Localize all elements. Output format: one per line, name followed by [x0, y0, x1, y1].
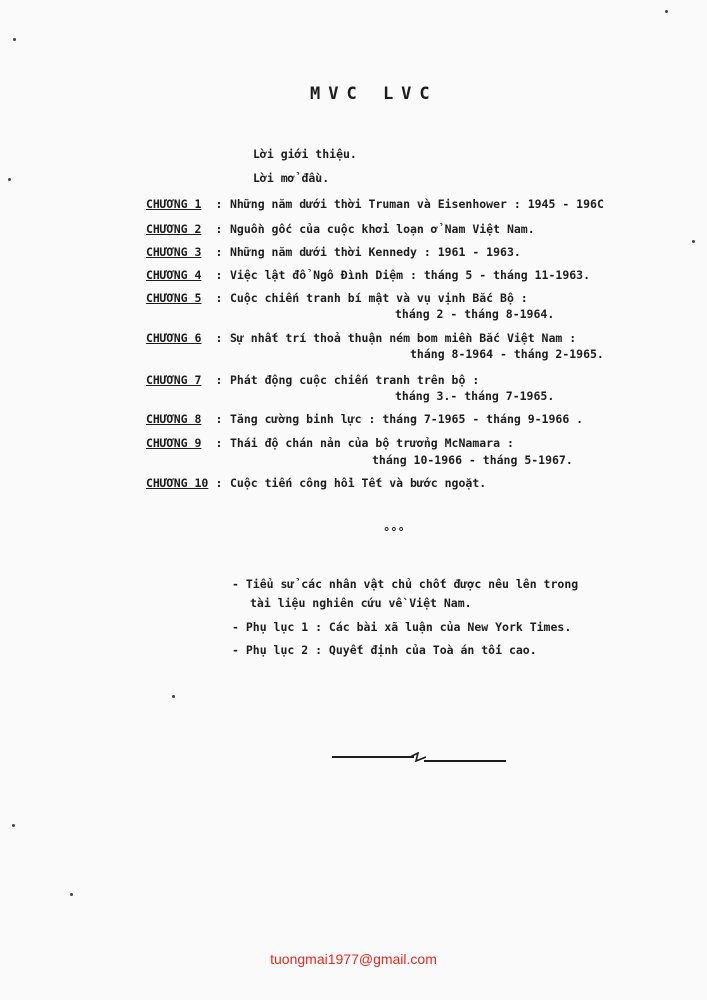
intro-line: Lời giới thiệu.	[253, 147, 357, 161]
scan-speck	[12, 824, 15, 827]
chapter-title: Cuộc tiến công hồi Tết và bước ngoặt.	[230, 476, 487, 490]
footer-email: tuongmai1977@gmail.com	[270, 951, 437, 967]
chapter-date: tháng 2 - tháng 8-1964.	[395, 307, 555, 321]
chapter-label: CHƯƠNG 9	[146, 436, 202, 450]
appendix-line: tài liệu nghiên cứu về Việt Nam.	[250, 596, 472, 610]
appendix-line: - Phụ lục 1 : Các bài xã luận của New York Times.	[232, 620, 572, 634]
scan-speck	[70, 893, 73, 896]
chapter-entry: CHƯƠNG 8 : Tăng cường binh lực : tháng 7-1965 - tháng 9-1966 .	[146, 412, 584, 426]
scan-speck	[8, 178, 11, 181]
chapter-date: tháng 3.- tháng 7-1965.	[395, 389, 555, 403]
chapter-label: CHƯƠNG 5	[146, 291, 202, 305]
chapter-title: Những năm dưới thời Kennedy : 1961 - 1963.	[230, 245, 521, 259]
scan-speck	[692, 240, 695, 243]
chapter-title: Tăng cường binh lực : tháng 7-1965 - tháng 9-1966 .	[230, 412, 584, 426]
scan-speck	[13, 38, 16, 41]
chapter-title: Sự nhất trí thoả thuận ném bom miền Bắc Việt Nam :	[230, 331, 577, 345]
appendix-line: - Phụ lục 2 : Quyết định của Toà án tối cao.	[232, 643, 537, 657]
chapter-label: CHƯƠNG 8	[146, 412, 202, 426]
chapter-entry: CHƯƠNG 4 : Việc lật đổ Ngô Đình Diệm : tháng 5 - tháng 11-1963.	[146, 268, 591, 282]
chapter-entry: CHƯƠNG 10 : Cuộc tiến công hồi Tết và bước ngoặt.	[146, 476, 487, 490]
chapter-label: CHƯƠNG 6	[146, 331, 202, 345]
chapter-label: CHƯƠNG 7	[146, 373, 202, 387]
scan-speck	[665, 10, 668, 13]
chapter-date: tháng 8-1964 - tháng 2-1965.	[410, 347, 604, 361]
chapter-label: CHƯƠNG 2	[146, 222, 202, 236]
section-separator: °°°	[383, 525, 405, 539]
chapter-label: CHƯƠNG 3	[146, 245, 202, 259]
closing-rule	[424, 760, 506, 762]
chapter-entry: CHƯƠNG 2 : Nguồn gốc của cuộc khởi loạn ở Nam Việt Nam.	[146, 222, 535, 236]
appendix-line: - Tiểu sử các nhân vật chủ chốt được nêu lên trong	[232, 577, 579, 591]
chapter-title: Nguồn gốc của cuộc khởi loạn ở Nam Việt Nam.	[230, 222, 535, 236]
chapter-entry: CHƯƠNG 1 : Những năm dưới thời Truman và Eisenhower : 1945 - 196C	[146, 197, 604, 211]
chapter-entry: CHƯƠNG 5 : Cuộc chiến tranh bí mật và vụ vịnh Bắc Bộ :	[146, 291, 528, 305]
chapter-entry: CHƯƠNG 9 : Thái độ chán nản của bộ trưởng McNamara :	[146, 436, 514, 450]
chapter-label: CHƯƠNG 4	[146, 268, 202, 282]
page-title: MVC LVC	[310, 84, 438, 104]
chapter-entry: CHƯƠNG 3 : Những năm dưới thời Kennedy : 1961 - 1963.	[146, 245, 521, 259]
intro-line: Lời mở đầu.	[253, 171, 330, 185]
chapter-date: tháng 10-1966 - tháng 5-1967.	[372, 453, 573, 467]
chapter-label: CHƯƠNG 10	[146, 476, 209, 490]
chapter-title: Thái độ chán nản của bộ trưởng McNamara :	[230, 436, 514, 450]
chapter-label: CHƯƠNG 1	[146, 197, 202, 211]
closing-rule	[332, 756, 414, 758]
chapter-title: Việc lật đổ Ngô Đình Diệm : tháng 5 - tháng 11-1963.	[230, 268, 591, 282]
chapter-title: Những năm dưới thời Truman và Eisenhower : 1945 - 196C	[230, 197, 604, 211]
chapter-entry: CHƯƠNG 6 : Sự nhất trí thoả thuận ném bom miền Bắc Việt Nam :	[146, 331, 577, 345]
chapter-title: Phát động cuộc chiến tranh trên bộ :	[230, 373, 480, 387]
chapter-title: Cuộc chiến tranh bí mật và vụ vịnh Bắc Bộ :	[230, 291, 528, 305]
chapter-entry: CHƯƠNG 7 : Phát động cuộc chiến tranh trên bộ :	[146, 373, 480, 387]
scan-speck	[172, 695, 175, 698]
